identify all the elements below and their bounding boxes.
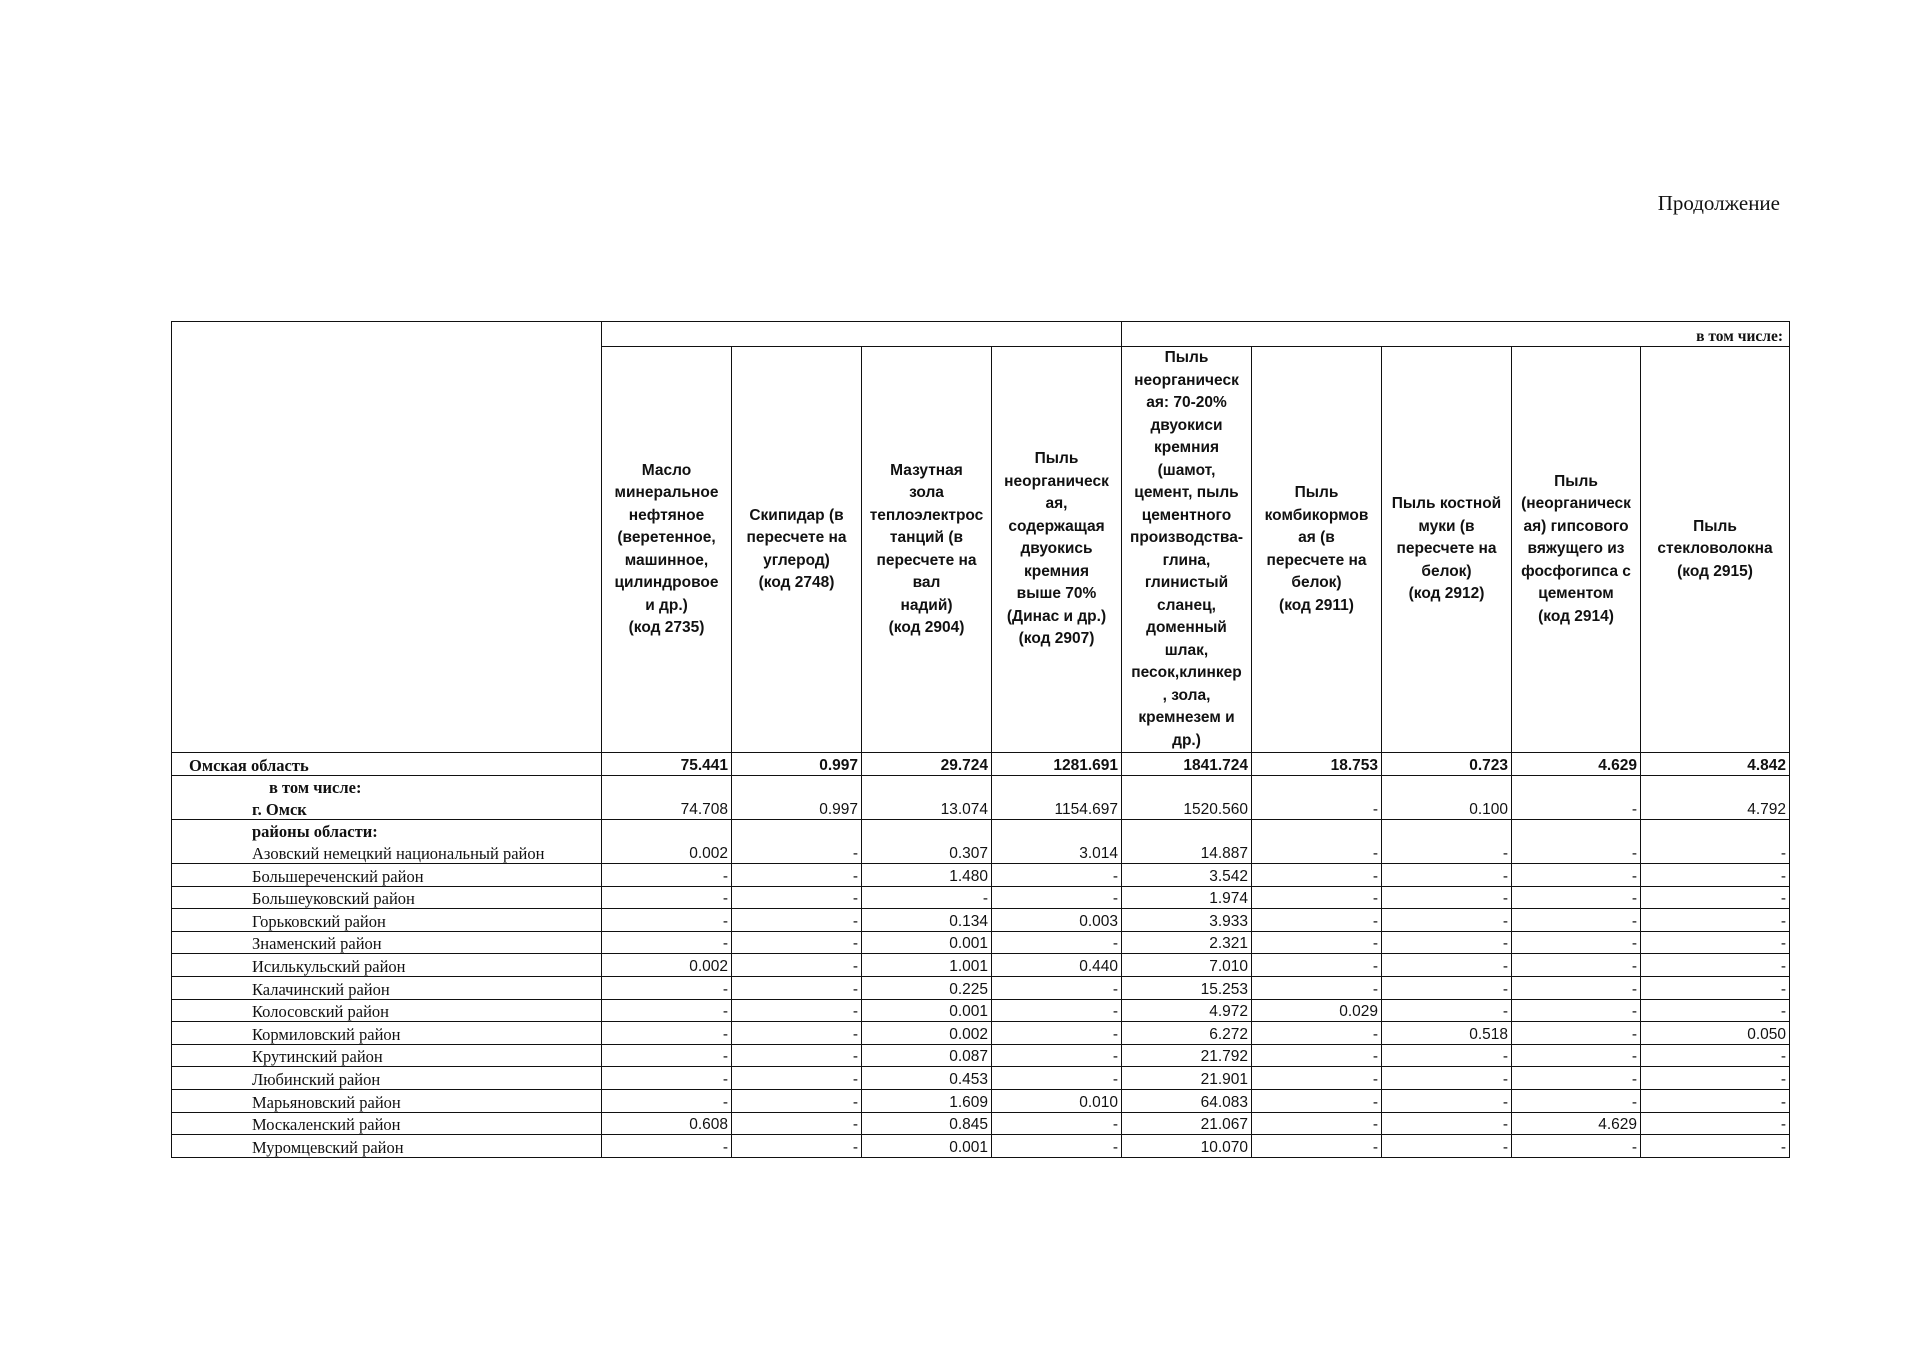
table-cell-col-7: -	[1382, 1089, 1512, 1112]
table-cell-col-3: 0.001	[862, 999, 992, 1022]
table-cell-col-3: 0.307	[862, 841, 992, 863]
column-header-line: Пыль	[1554, 472, 1598, 490]
column-header-line: пересчете на	[746, 529, 847, 546]
row-label: Горьковский район	[172, 909, 602, 932]
table-cell-col-9: -	[1641, 1089, 1790, 1112]
table-cell-col-2: -	[732, 886, 862, 909]
table-cell-col-3: 1.609	[862, 1089, 992, 1112]
row-label: Марьяновский район	[172, 1089, 602, 1112]
table-cell-col-6: -	[1252, 976, 1382, 999]
table-cell-col-9: -	[1641, 863, 1790, 886]
table-row	[172, 1067, 1790, 1090]
table-cell-col-4	[992, 775, 1122, 797]
table-cell-col-1: -	[602, 1022, 732, 1045]
row-label: Колосовский район	[172, 999, 602, 1022]
table-cell-col-6: -	[1252, 1135, 1382, 1158]
table-cell-col-9: -	[1641, 841, 1790, 863]
table-cell-col-7: -	[1382, 931, 1512, 954]
table-cell-col-1: -	[602, 1089, 732, 1112]
table-cell-col-1: -	[602, 1067, 732, 1090]
table-cell-col-7: -	[1382, 909, 1512, 932]
table-row	[172, 753, 1790, 776]
column-header-line: Пыль	[1164, 349, 1209, 366]
row-label: Большеуковский район	[172, 886, 602, 909]
table-cell-col-3: 0.002	[862, 1022, 992, 1045]
table-cell-col-1	[602, 819, 732, 841]
table-cell-col-4: -	[992, 1135, 1122, 1158]
column-header-line: (код 2911)	[1279, 596, 1354, 614]
table-cell-col-5: 21.067	[1122, 1112, 1252, 1135]
table-cell-col-8	[1512, 775, 1641, 797]
table-cell-col-2	[732, 819, 862, 841]
row-label: районы области:	[172, 819, 602, 841]
table-cell-col-5: 64.083	[1122, 1089, 1252, 1112]
row-label: Москаленский район	[172, 1112, 602, 1135]
table-cell-col-5: 4.972	[1122, 999, 1252, 1022]
table-cell-col-7: -	[1382, 954, 1512, 977]
table-cell-col-9: -	[1641, 886, 1790, 909]
table-row	[172, 1022, 1790, 1045]
column-header-line: танций (в	[889, 529, 964, 546]
table-cell-col-4: -	[992, 863, 1122, 886]
table-cell-col-9: -	[1641, 976, 1790, 999]
table-cell-col-2: -	[732, 999, 862, 1022]
table-cell-col-1	[602, 775, 732, 797]
table-row	[172, 1112, 1790, 1135]
table-cell-col-4: -	[992, 1067, 1122, 1090]
column-header-line: стекловолокна	[1657, 540, 1773, 558]
column-header-line: глина,	[1162, 551, 1211, 569]
table-cell-col-9: 4.842	[1641, 753, 1790, 776]
table-cell-col-9: 4.792	[1641, 797, 1790, 819]
row-label: Муромцевский район	[172, 1135, 602, 1158]
row-label: Калачинский район	[172, 976, 602, 999]
table-cell-col-5	[1122, 819, 1252, 841]
table-cell-col-4: 0.010	[992, 1089, 1122, 1112]
table-cell-col-5: 21.901	[1122, 1067, 1252, 1090]
column-header-line: Пыль костной	[1391, 495, 1502, 513]
column-header-line: (веретенное,	[617, 529, 716, 546]
table-cell-col-1: 0.608	[602, 1112, 732, 1135]
table-cell-col-3: 0.453	[862, 1067, 992, 1090]
column-header-line: цементом	[1538, 585, 1614, 603]
table-cell-col-9: -	[1641, 1044, 1790, 1067]
table-cell-col-6: 0.029	[1252, 999, 1382, 1022]
table-cell-col-6: -	[1252, 863, 1382, 886]
table-cell-col-9: -	[1641, 954, 1790, 977]
table-cell-col-5: 15.253	[1122, 976, 1252, 999]
column-header-line: белок)	[1291, 574, 1342, 591]
column-header-line: (код 2748)	[758, 574, 835, 591]
column-header-line: Пыль	[1693, 517, 1737, 535]
table-body	[172, 753, 1790, 1158]
emissions-table-container	[171, 321, 1790, 1158]
table-cell-col-8: 4.629	[1512, 1112, 1641, 1135]
table-cell-col-1: 75.441	[602, 753, 732, 776]
table-row	[172, 863, 1790, 886]
table-cell-col-3: 13.074	[862, 797, 992, 819]
table-cell-col-7: -	[1382, 1067, 1512, 1090]
table-cell-col-4: 1154.697	[992, 797, 1122, 819]
column-header-line: минеральное	[614, 484, 719, 501]
column-header-line: Мазутная	[890, 461, 963, 479]
table-cell-col-8: -	[1512, 886, 1641, 909]
column-header-line: теплоэлектрос	[869, 506, 984, 524]
column-header-line: (код 2914)	[1538, 607, 1614, 625]
table-cell-col-5: 21.792	[1122, 1044, 1252, 1067]
column-header-line: (неорганическ	[1521, 495, 1631, 513]
table-cell-col-9: -	[1641, 999, 1790, 1022]
table-cell-col-2: -	[732, 1135, 862, 1158]
table-row	[172, 1044, 1790, 1067]
column-header-6	[1252, 347, 1382, 753]
column-header-line: и др.)	[645, 596, 688, 614]
table-cell-col-2: -	[732, 863, 862, 886]
table-cell-col-1: -	[602, 931, 732, 954]
column-header-line: ая: 70-20%	[1146, 394, 1227, 411]
table-cell-col-1: 0.002	[602, 841, 732, 863]
table-cell-col-8: -	[1512, 976, 1641, 999]
column-header-line: (шамот,	[1157, 461, 1216, 479]
table-row	[172, 954, 1790, 977]
table-cell-col-3: 0.845	[862, 1112, 992, 1135]
table-cell-col-6	[1252, 775, 1382, 797]
column-header-line: пересчете на	[1266, 551, 1367, 569]
column-header-7	[1382, 347, 1512, 753]
table-cell-col-2: -	[732, 1112, 862, 1135]
table-cell-col-3: 29.724	[862, 753, 992, 776]
table-cell-col-2: -	[732, 1089, 862, 1112]
table-cell-col-3	[862, 819, 992, 841]
table-cell-col-6: -	[1252, 954, 1382, 977]
row-label: г. Омск	[172, 797, 602, 819]
table-cell-col-7: -	[1382, 976, 1512, 999]
column-header-4	[992, 347, 1122, 753]
table-cell-col-4: -	[992, 1022, 1122, 1045]
table-row	[172, 841, 1790, 863]
column-header-3	[862, 347, 992, 753]
table-cell-col-7: -	[1382, 886, 1512, 909]
column-header-line: фосфогипса с	[1521, 562, 1631, 580]
continuation-label: Продолжение	[1657, 191, 1780, 215]
table-cell-col-9: -	[1641, 1135, 1790, 1158]
header-blank-group	[602, 322, 1122, 347]
column-header-5	[1122, 347, 1252, 753]
table-row	[172, 999, 1790, 1022]
table-row	[172, 976, 1790, 999]
column-header-line: (код 2904)	[888, 619, 965, 636]
table-cell-col-8: -	[1512, 1089, 1641, 1112]
row-label: Крутинский район	[172, 1044, 602, 1067]
column-header-line: углерод)	[763, 551, 830, 569]
table-cell-col-4: 0.003	[992, 909, 1122, 932]
table-cell-col-9	[1641, 775, 1790, 797]
table-cell-col-6: -	[1252, 1044, 1382, 1067]
table-cell-col-5: 1.974	[1122, 886, 1252, 909]
column-header-line: глинистый	[1144, 574, 1229, 591]
table-cell-col-1: 0.002	[602, 954, 732, 977]
table-cell-col-4	[992, 819, 1122, 841]
table-cell-col-7: -	[1382, 1112, 1512, 1135]
table-cell-col-4: 3.014	[992, 841, 1122, 863]
table-cell-col-8: -	[1512, 1022, 1641, 1045]
table-cell-col-5: 3.933	[1122, 909, 1252, 932]
column-header-line: цилиндровое	[614, 574, 719, 591]
column-header-line: производства-	[1129, 529, 1244, 546]
column-header-line: кремния	[1023, 562, 1090, 580]
table-cell-col-7: 0.723	[1382, 753, 1512, 776]
column-header-line: цементного	[1141, 506, 1232, 524]
column-header-line: комбикормов	[1264, 506, 1369, 524]
column-header-line: песок,клинкер	[1131, 664, 1242, 681]
table-cell-col-4: -	[992, 931, 1122, 954]
table-row	[172, 775, 1790, 797]
column-header-9	[1641, 347, 1790, 753]
table-cell-col-1: -	[602, 1044, 732, 1067]
table-cell-col-8	[1512, 819, 1641, 841]
table-cell-col-4: -	[992, 886, 1122, 909]
table-cell-col-5: 3.542	[1122, 863, 1252, 886]
table-cell-col-5: 7.010	[1122, 954, 1252, 977]
row-label: Азовский немецкий национальный район	[172, 841, 602, 863]
table-cell-col-1: -	[602, 909, 732, 932]
table-cell-col-6: -	[1252, 1022, 1382, 1045]
table-cell-col-8: -	[1512, 797, 1641, 819]
table-cell-col-2: -	[732, 1022, 862, 1045]
table-row	[172, 931, 1790, 954]
table-cell-col-3: 0.087	[862, 1044, 992, 1067]
table-cell-col-1: -	[602, 999, 732, 1022]
column-header-2	[732, 347, 862, 753]
table-row	[172, 819, 1790, 841]
column-header-line: машинное,	[624, 551, 709, 569]
table-cell-col-2: -	[732, 954, 862, 977]
column-header-line: вяжущего из	[1527, 540, 1625, 558]
column-header-line: цемент, пыль	[1134, 484, 1239, 501]
table-cell-col-8: -	[1512, 931, 1641, 954]
table-cell-col-7: -	[1382, 999, 1512, 1022]
table-cell-col-3: 1.001	[862, 954, 992, 977]
table-cell-col-7: 0.518	[1382, 1022, 1512, 1045]
table-cell-col-6: -	[1252, 797, 1382, 819]
table-cell-col-7	[1382, 819, 1512, 841]
table-cell-col-7: -	[1382, 841, 1512, 863]
column-header-line: др.)	[1172, 731, 1201, 749]
table-cell-col-6: 18.753	[1252, 753, 1382, 776]
table-cell-col-8: -	[1512, 863, 1641, 886]
header-label-cell	[172, 322, 602, 753]
table-cell-col-9: -	[1641, 1067, 1790, 1090]
table-cell-col-1: -	[602, 863, 732, 886]
column-header-line: Пыль	[1294, 484, 1339, 501]
row-label: Кормиловский район	[172, 1022, 602, 1045]
table-cell-col-5	[1122, 775, 1252, 797]
table-cell-col-4: -	[992, 1112, 1122, 1135]
column-header-line: двуокись	[1020, 540, 1093, 558]
column-header-line: (код 2735)	[628, 619, 705, 636]
row-label: в том числе:	[172, 775, 602, 797]
table-cell-col-4: -	[992, 1044, 1122, 1067]
column-header-line: (Динас и др.)	[1006, 607, 1107, 625]
table-cell-col-8: -	[1512, 999, 1641, 1022]
column-header-line: кремнезем и	[1138, 709, 1235, 726]
table-cell-col-3	[862, 775, 992, 797]
table-cell-col-3: 0.001	[862, 931, 992, 954]
table-cell-col-8: -	[1512, 909, 1641, 932]
column-header-line: ая) гипсового	[1523, 517, 1629, 535]
column-header-line: шлак,	[1164, 641, 1209, 659]
table-cell-col-8: 4.629	[1512, 753, 1641, 776]
column-header-line: неорганическ	[1004, 472, 1109, 490]
column-header-line: Масло	[641, 461, 692, 479]
table-cell-col-1: -	[602, 1135, 732, 1158]
table-cell-col-4: -	[992, 999, 1122, 1022]
column-header-line: , зола,	[1162, 686, 1211, 704]
table-cell-col-2: -	[732, 1044, 862, 1067]
table-row	[172, 1135, 1790, 1158]
column-header-line: пересчете на	[1396, 540, 1497, 558]
table-cell-col-6: -	[1252, 931, 1382, 954]
row-label: Исилькульский район	[172, 954, 602, 977]
table-cell-col-5: 2.321	[1122, 931, 1252, 954]
table-cell-col-6: -	[1252, 909, 1382, 932]
table-cell-col-2: -	[732, 931, 862, 954]
table-row	[172, 909, 1790, 932]
table-cell-col-1: 74.708	[602, 797, 732, 819]
table-cell-col-5: 14.887	[1122, 841, 1252, 863]
table-cell-col-7: 0.100	[1382, 797, 1512, 819]
column-header-line: вал	[912, 574, 941, 591]
table-cell-col-8: -	[1512, 841, 1641, 863]
row-label: Омская область	[172, 753, 602, 776]
table-cell-col-6: -	[1252, 1089, 1382, 1112]
header-group-including: в том числе:	[1122, 322, 1790, 347]
table-cell-col-5: 6.272	[1122, 1022, 1252, 1045]
table-cell-col-2: -	[732, 909, 862, 932]
table-cell-col-6	[1252, 819, 1382, 841]
table-cell-col-6: -	[1252, 1112, 1382, 1135]
column-header-line: ая (в	[1298, 529, 1335, 546]
table-cell-col-3: 1.480	[862, 863, 992, 886]
table-cell-col-9	[1641, 819, 1790, 841]
column-header-line: нефтяное	[628, 506, 705, 524]
table-cell-col-8: -	[1512, 1044, 1641, 1067]
table-cell-col-2: -	[732, 976, 862, 999]
table-cell-col-3: -	[862, 886, 992, 909]
table-row	[172, 797, 1790, 819]
column-header-line: (код 2907)	[1018, 630, 1095, 648]
row-label: Любинский район	[172, 1067, 602, 1090]
table-row	[172, 1089, 1790, 1112]
table-cell-col-2: -	[732, 1067, 862, 1090]
table-cell-col-6: -	[1252, 841, 1382, 863]
column-header-1	[602, 347, 732, 753]
table-cell-col-1: -	[602, 976, 732, 999]
table-cell-col-2: -	[732, 841, 862, 863]
table-cell-col-2: 0.997	[732, 797, 862, 819]
table-cell-col-7: -	[1382, 863, 1512, 886]
table-cell-col-7: -	[1382, 1044, 1512, 1067]
table-cell-col-3: 0.225	[862, 976, 992, 999]
column-header-line: надий)	[900, 596, 953, 614]
column-header-line: (код 2912)	[1408, 585, 1485, 603]
table-cell-col-6: -	[1252, 886, 1382, 909]
table-cell-col-5: 10.070	[1122, 1135, 1252, 1158]
column-header-line: пересчете на	[876, 551, 977, 569]
table-cell-col-9: 0.050	[1641, 1022, 1790, 1045]
group-header-row	[172, 322, 1790, 347]
column-header-line: сланец,	[1157, 596, 1216, 614]
table-cell-col-4: 1281.691	[992, 753, 1122, 776]
column-header-line: муки (в	[1418, 517, 1475, 535]
table-cell-col-2	[732, 775, 862, 797]
column-header-line: выше 70%	[1016, 585, 1097, 603]
column-header-line: неорганическ	[1134, 371, 1239, 389]
column-header-line: содержащая	[1008, 517, 1105, 535]
column-header-line: доменный	[1146, 619, 1227, 636]
table-cell-col-5: 1841.724	[1122, 753, 1252, 776]
table-cell-col-8: -	[1512, 1135, 1641, 1158]
table-cell-col-3: 0.001	[862, 1135, 992, 1158]
table-cell-col-4: 0.440	[992, 954, 1122, 977]
column-header-line: белок)	[1421, 562, 1472, 580]
table-cell-col-1: -	[602, 886, 732, 909]
table-cell-col-2: 0.997	[732, 753, 862, 776]
table-cell-col-3: 0.134	[862, 909, 992, 932]
column-header-line: Скипидар (в	[749, 506, 844, 524]
table-cell-col-9: -	[1641, 909, 1790, 932]
table-cell-col-5: 1520.560	[1122, 797, 1252, 819]
column-header-line: ая,	[1045, 495, 1068, 513]
row-label: Большереченский район	[172, 863, 602, 886]
table-cell-col-8: -	[1512, 1067, 1641, 1090]
table-cell-col-4: -	[992, 976, 1122, 999]
table-cell-col-6: -	[1252, 1067, 1382, 1090]
table-cell-col-9: -	[1641, 1112, 1790, 1135]
table-cell-col-7: -	[1382, 1135, 1512, 1158]
column-header-line: кремния	[1153, 439, 1220, 456]
table-cell-col-8: -	[1512, 954, 1641, 977]
column-header-8	[1512, 347, 1641, 753]
column-header-line: двуокиси	[1150, 416, 1223, 434]
row-label: Знаменский район	[172, 931, 602, 954]
column-header-line: (код 2915)	[1677, 562, 1753, 580]
column-header-line: зола	[909, 484, 944, 501]
table-cell-col-9: -	[1641, 931, 1790, 954]
table-row	[172, 886, 1790, 909]
emissions-table	[171, 321, 1790, 1158]
column-header-line: Пыль	[1034, 450, 1079, 468]
table-cell-col-7	[1382, 775, 1512, 797]
